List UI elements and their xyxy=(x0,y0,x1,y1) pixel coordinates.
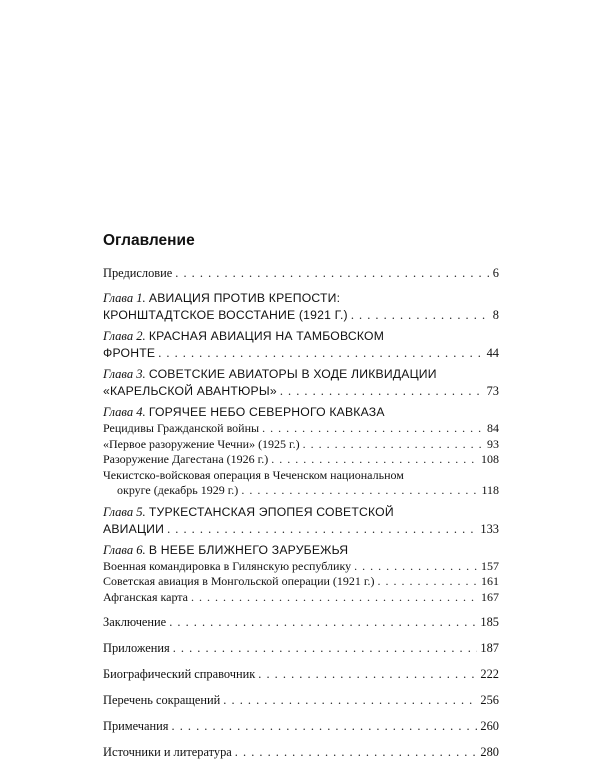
leader-dots xyxy=(241,483,478,499)
subentry-title: «Первое разоружение Чечни» (1925 г.) xyxy=(103,436,300,451)
leader-dots xyxy=(158,345,483,361)
toc-subentry[interactable] xyxy=(103,468,499,499)
page-number: 167 xyxy=(481,589,499,604)
subentry-title-cont: округе (декабрь 1929 г.) xyxy=(117,483,239,497)
chapter-label: Глава 2. xyxy=(103,329,146,343)
leader-dots xyxy=(175,265,490,281)
entry-title: Перечень сокращений xyxy=(103,693,221,707)
leader-dots xyxy=(378,574,479,590)
entry-title: Источники и литература xyxy=(103,745,232,759)
page-number: 118 xyxy=(481,483,499,497)
toc-subentry[interactable] xyxy=(103,452,499,468)
chapter-label: Глава 1. xyxy=(103,291,146,305)
toc-entry-conclusion[interactable] xyxy=(103,614,499,630)
page-number: 8 xyxy=(492,308,499,322)
page-number: 73 xyxy=(486,384,499,398)
chapter-label: Глава 4. xyxy=(103,405,146,419)
page-number: 161 xyxy=(481,574,499,588)
chapter-title: ТУРКЕСТАНСКАЯ ЭПОПЕЯ СОВЕТСКОЙ xyxy=(148,504,394,519)
page-number: 187 xyxy=(480,641,499,655)
toc-entry-appendix[interactable] xyxy=(103,640,499,656)
chapter-label: Глава 6. xyxy=(103,542,146,557)
page-number: 260 xyxy=(480,719,499,733)
leader-dots xyxy=(173,640,478,656)
chapter-title: ГОРЯЧЕЕ НЕБО СЕВЕРНОГО КАВКАЗА xyxy=(148,405,385,419)
toc-entry-chapter-4[interactable] xyxy=(103,404,499,499)
leader-dots xyxy=(223,692,477,708)
toc-entry-abbreviations[interactable] xyxy=(103,692,499,708)
toc-entry-chapter-3[interactable] xyxy=(103,366,499,399)
entry-title: Примечания xyxy=(103,719,169,733)
page-number: 157 xyxy=(481,558,499,573)
chapter-title-cont: АВИАЦИИ xyxy=(103,521,165,536)
chapter-title: СОВЕТСКИЕ АВИАТОРЫ В ХОДЕ ЛИКВИДАЦИИ xyxy=(148,367,437,381)
page-number: 185 xyxy=(480,615,499,629)
page-number: 280 xyxy=(480,745,499,759)
page-number: 256 xyxy=(480,693,499,707)
page-number: 93 xyxy=(487,436,499,451)
chapter-title-cont: ФРОНТЕ xyxy=(103,346,156,360)
leader-dots xyxy=(280,383,484,399)
chapter-title-cont: КРОНШТАДТСКОЕ ВОССТАНИЕ (1921 Г.) xyxy=(103,308,348,322)
toc-entry-bio[interactable] xyxy=(103,666,499,682)
page-number: 6 xyxy=(492,266,499,280)
subentry-title: Советская авиация в Монгольской операции (1921 г.) xyxy=(103,574,375,588)
entry-title: Биографический справочник xyxy=(103,667,256,681)
leader-dots xyxy=(271,452,478,468)
table-of-contents xyxy=(103,265,499,760)
leader-dots xyxy=(191,590,478,606)
chapter-label: Глава 5. xyxy=(103,504,146,519)
toc-entry-chapter-5[interactable] xyxy=(103,504,499,537)
chapter-title: В НЕБЕ БЛИЖНЕГО ЗАРУБЕЖЬЯ xyxy=(148,542,349,557)
toc-entry-chapter-2[interactable] xyxy=(103,328,499,361)
page-number: 133 xyxy=(480,521,499,536)
toc-entry-chapter-1[interactable] xyxy=(103,290,499,323)
entry-title: Заключение xyxy=(103,615,167,629)
chapter-label: Глава 3. xyxy=(103,367,146,381)
subentry-title: Военная командировка в Гилянскую республику xyxy=(103,558,352,573)
leader-dots xyxy=(351,307,490,323)
leader-dots xyxy=(235,744,478,760)
subentry-title: Афганская карта xyxy=(103,589,189,604)
subentry-title: Рецидивы Гражданской войны xyxy=(103,421,260,435)
toc-subentry[interactable] xyxy=(103,559,499,575)
toc-subentry[interactable] xyxy=(103,437,499,453)
toc-subentry[interactable] xyxy=(103,590,499,606)
leader-dots xyxy=(172,718,478,734)
entry-title: Предисловие xyxy=(103,266,173,280)
chapter-title-cont: «КАРЕЛЬСКОЙ АВАНТЮРЫ» xyxy=(103,384,277,398)
leader-dots xyxy=(258,666,477,682)
chapter-title: АВИАЦИЯ ПРОТИВ КРЕПОСТИ: xyxy=(148,291,341,305)
leader-dots xyxy=(262,421,484,437)
page-number: 84 xyxy=(487,421,499,435)
page-number: 222 xyxy=(480,667,499,681)
toc-entry-chapter-6[interactable] xyxy=(103,542,499,606)
page-number: 44 xyxy=(486,346,499,360)
toc-entry-preface[interactable] xyxy=(103,265,499,281)
toc-heading: Оглавление xyxy=(103,232,195,249)
subentry-title: Чекистско-войсковая операция в Чеченском национальном xyxy=(103,467,404,482)
toc-entry-notes[interactable] xyxy=(103,718,499,734)
page-number: 108 xyxy=(481,452,499,466)
leader-dots xyxy=(169,614,477,630)
leader-dots xyxy=(167,521,477,537)
chapter-title: КРАСНАЯ АВИАЦИЯ НА ТАМБОВСКОМ xyxy=(148,329,385,343)
leader-dots xyxy=(303,437,484,453)
leader-dots xyxy=(354,559,478,575)
subentry-title: Разоружение Дагестана (1926 г.) xyxy=(103,452,269,466)
toc-subentry[interactable] xyxy=(103,421,499,437)
toc-subentry[interactable] xyxy=(103,574,499,590)
toc-entry-sources[interactable] xyxy=(103,744,499,760)
entry-title: Приложения xyxy=(103,641,170,655)
